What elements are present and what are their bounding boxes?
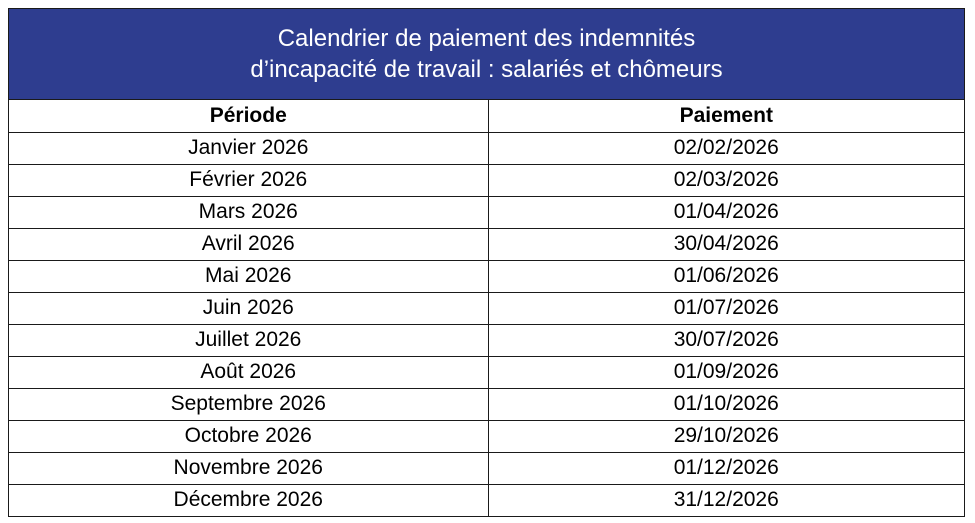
period-cell: Mai 2026 [9,260,488,292]
period-cell: Décembre 2026 [9,484,488,516]
header-periode: Période [9,100,488,132]
payment-date-cell: 01/09/2026 [488,356,964,388]
table-row [9,292,964,324]
payment-date-cell: 01/07/2026 [488,292,964,324]
table-row [9,420,964,452]
table-row [9,228,964,260]
table-row [9,484,964,516]
period-cell: Octobre 2026 [9,420,488,452]
header-paiement: Paiement [488,100,964,132]
payment-date-cell: 01/12/2026 [488,452,964,484]
table-row [9,196,964,228]
payment-table [9,100,964,516]
payment-date-cell: 02/02/2026 [488,132,964,164]
payment-calendar [8,8,965,517]
title-line-1: Calendrier de paiement des indemnités [277,25,696,52]
payment-date-cell: 29/10/2026 [488,420,964,452]
table-row [9,132,964,164]
payment-date-cell: 01/06/2026 [488,260,964,292]
payment-date-cell: 31/12/2026 [488,484,964,516]
period-cell: Novembre 2026 [9,452,488,484]
table-row [9,452,964,484]
title-band [9,9,964,100]
period-cell: Février 2026 [9,164,488,196]
period-cell: Mars 2026 [9,196,488,228]
header-row [9,100,964,132]
period-cell: Avril 2026 [9,228,488,260]
period-cell: Janvier 2026 [9,132,488,164]
period-cell: Juillet 2026 [9,324,488,356]
table-row [9,356,964,388]
table-row [9,324,964,356]
table-row [9,164,964,196]
payment-date-cell: 30/04/2026 [488,228,964,260]
table-row [9,260,964,292]
period-cell: Septembre 2026 [9,388,488,420]
payment-date-cell: 01/10/2026 [488,388,964,420]
payment-date-cell: 30/07/2026 [488,324,964,356]
title-line-2: d’incapacité de travail : salariés et chômeurs [250,56,723,83]
payment-date-cell: 02/03/2026 [488,164,964,196]
period-cell: Août 2026 [9,356,488,388]
period-cell: Juin 2026 [9,292,488,324]
payment-date-cell: 01/04/2026 [488,196,964,228]
table-row [9,388,964,420]
